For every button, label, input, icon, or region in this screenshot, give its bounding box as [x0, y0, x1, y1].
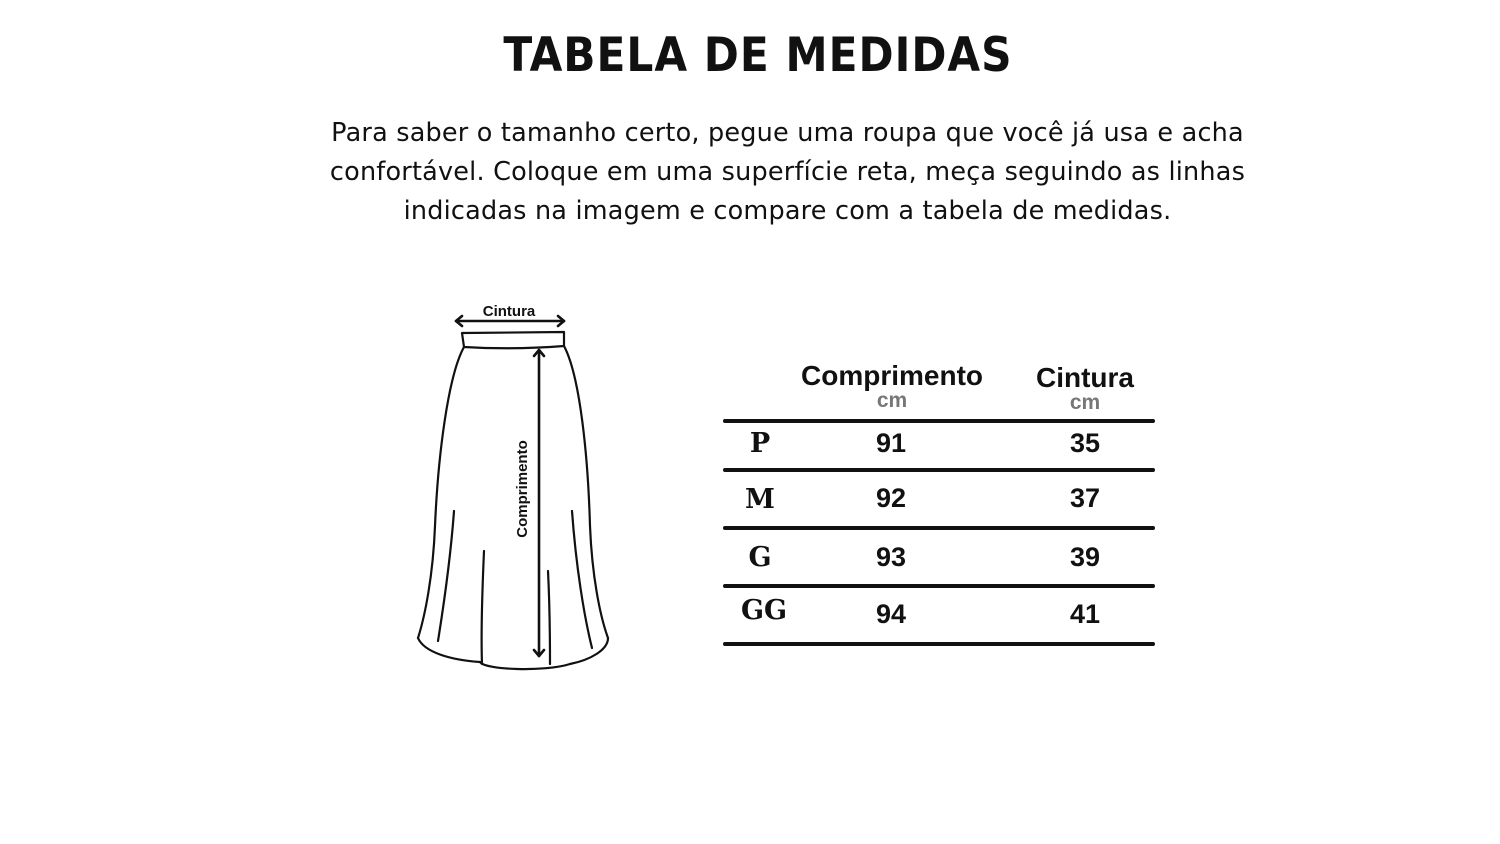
comprimento-value: 93 [875, 542, 907, 572]
column-header-unit: cm [1069, 391, 1101, 414]
instructions-paragraph: Para saber o tamanho certo, pegue uma roupa que você já usa e acha confortável. Coloque em uma superfície reta, meça seguindo as linhas indicadas na imagem e compare com a tabela de medidas. [329, 118, 1246, 226]
column-header-label: Cintura [1036, 362, 1134, 393]
length-arrow [534, 350, 544, 656]
cintura-value: 35 [1069, 428, 1101, 458]
column-header-comprimento [782, 361, 1002, 411]
table-divider [723, 468, 1155, 472]
column-header-unit: cm [876, 389, 908, 412]
table-divider [723, 584, 1155, 588]
comprimento-value: 91 [875, 428, 907, 458]
comprimento-value: 94 [875, 599, 907, 629]
size-label: P [749, 428, 771, 459]
page-title: TABELA DE MEDIDAS [503, 28, 1013, 83]
table-divider [723, 419, 1155, 423]
waist-label: Cintura [482, 303, 536, 320]
cintura-value: 37 [1069, 483, 1101, 513]
size-label: M [745, 484, 775, 515]
table-divider [723, 642, 1155, 646]
skirt-outline [418, 332, 608, 669]
cintura-value: 41 [1069, 599, 1101, 629]
length-label: Comprimento [514, 440, 531, 538]
table-divider [723, 526, 1155, 530]
size-table [720, 358, 1160, 658]
size-label: GG [740, 595, 788, 626]
size-label: G [748, 542, 772, 573]
skirt-diagram [410, 296, 620, 676]
cintura-value: 39 [1069, 542, 1101, 572]
column-header-label: Comprimento [801, 360, 983, 391]
comprimento-value: 92 [875, 483, 907, 513]
column-header-cintura [1010, 363, 1160, 413]
